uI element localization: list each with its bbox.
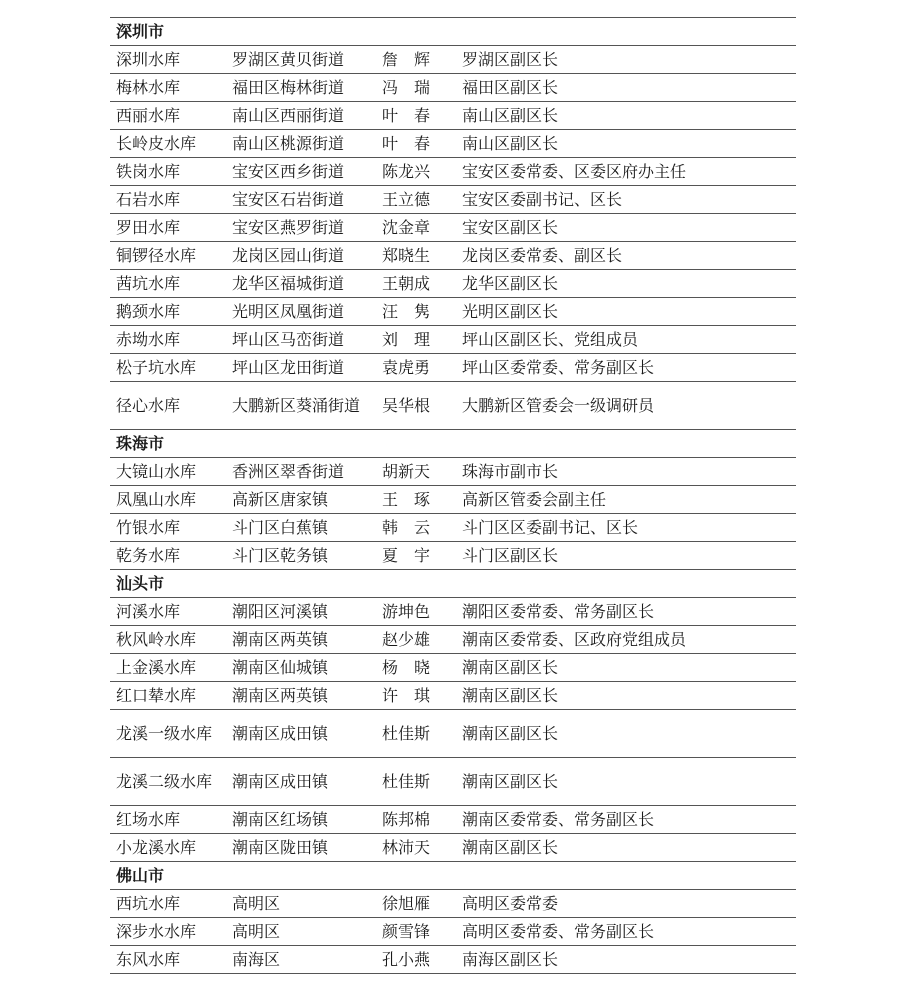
reservoir-name-cell: 东风水库 (116, 949, 181, 969)
reservoir-name-cell: 上金溪水库 (116, 657, 197, 677)
table-row (110, 486, 796, 514)
table-row (110, 946, 796, 974)
reservoir-name-cell: 径心水库 (116, 395, 181, 415)
reservoir-name-cell: 石岩水库 (116, 189, 181, 209)
table-row (110, 214, 796, 242)
table-row (110, 806, 796, 834)
position-cell: 潮南区副区长 (462, 771, 559, 791)
responsible-person-cell: 沈金章 (382, 217, 431, 237)
position-cell: 光明区副区长 (462, 301, 559, 321)
position-cell: 龙华区副区长 (462, 273, 559, 293)
city-header-row (110, 18, 796, 46)
position-cell: 坪山区委常委、常务副区长 (462, 357, 655, 377)
reservoir-name-cell: 深圳水库 (116, 49, 181, 69)
responsible-person-cell: 孔小燕 (382, 949, 431, 969)
location-cell: 潮南区成田镇 (232, 723, 329, 743)
reservoir-name-cell: 茜坑水库 (116, 273, 181, 293)
location-cell: 宝安区燕罗街道 (232, 217, 345, 237)
reservoir-name-cell: 铁岗水库 (116, 161, 181, 181)
reservoir-name-cell: 大镜山水库 (116, 461, 197, 481)
responsible-person-cell: 吴华根 (382, 395, 431, 415)
location-cell: 南山区桃源街道 (232, 133, 345, 153)
position-cell: 斗门区区委副书记、区长 (462, 517, 639, 537)
responsible-person-cell: 杜佳斯 (382, 771, 431, 791)
reservoir-name-cell: 梅林水库 (116, 77, 181, 97)
reservoir-name-cell: 松子坑水库 (116, 357, 197, 377)
location-cell: 福田区梅林街道 (232, 77, 345, 97)
table-row (110, 758, 796, 806)
position-cell: 高明区委常委、常务副区长 (462, 921, 655, 941)
table-row (110, 130, 796, 158)
responsible-person-cell: 杨 晓 (382, 657, 431, 677)
location-cell: 南山区西丽街道 (232, 105, 345, 125)
location-cell: 斗门区白蕉镇 (232, 517, 329, 537)
responsible-person-cell: 刘 理 (382, 329, 431, 349)
table-row (110, 270, 796, 298)
reservoir-name-cell: 罗田水库 (116, 217, 181, 237)
reservoir-name-cell: 西丽水库 (116, 105, 181, 125)
responsible-person-cell: 胡新天 (382, 461, 431, 481)
position-cell: 南山区副区长 (462, 133, 559, 153)
location-cell: 高明区 (232, 893, 281, 913)
table-row (110, 74, 796, 102)
city-name: 珠海市 (116, 433, 165, 453)
location-cell: 潮南区成田镇 (232, 771, 329, 791)
reservoir-name-cell: 鹅颈水库 (116, 301, 181, 321)
table-row (110, 514, 796, 542)
responsible-person-cell: 袁虎勇 (382, 357, 431, 377)
responsible-person-cell: 陈邦棉 (382, 809, 431, 829)
location-cell: 罗湖区黄贝街道 (232, 49, 345, 69)
responsible-person-cell: 颜雪锋 (382, 921, 431, 941)
position-cell: 潮阳区委常委、常务副区长 (462, 601, 655, 621)
reservoir-name-cell: 龙溪二级水库 (116, 771, 213, 791)
city-name: 深圳市 (116, 21, 165, 41)
table-row (110, 598, 796, 626)
reservoir-name-cell: 长岭皮水库 (116, 133, 197, 153)
responsible-person-cell: 陈龙兴 (382, 161, 431, 181)
city-name: 汕头市 (116, 573, 165, 593)
reservoir-name-cell: 赤坳水库 (116, 329, 181, 349)
position-cell: 潮南区副区长 (462, 723, 559, 743)
responsible-person-cell: 韩 云 (382, 517, 431, 537)
position-cell: 坪山区副区长、党组成员 (462, 329, 639, 349)
responsible-person-cell: 王 琢 (382, 489, 431, 509)
location-cell: 潮南区两英镇 (232, 629, 329, 649)
responsible-person-cell: 叶 春 (382, 133, 431, 153)
location-cell: 潮南区红场镇 (232, 809, 329, 829)
responsible-person-cell: 叶 春 (382, 105, 431, 125)
reservoir-name-cell: 红口辇水库 (116, 685, 197, 705)
location-cell: 高明区 (232, 921, 281, 941)
position-cell: 宝安区副区长 (462, 217, 559, 237)
position-cell: 宝安区委副书记、区长 (462, 189, 623, 209)
location-cell: 潮南区两英镇 (232, 685, 329, 705)
responsible-person-cell: 林沛天 (382, 837, 431, 857)
responsible-person-cell: 游坤色 (382, 601, 431, 621)
position-cell: 大鹏新区管委会一级调研员 (462, 395, 655, 415)
table-row (110, 654, 796, 682)
table-row (110, 382, 796, 430)
location-cell: 坪山区龙田街道 (232, 357, 345, 377)
position-cell: 潮南区副区长 (462, 657, 559, 677)
reservoir-name-cell: 河溪水库 (116, 601, 181, 621)
position-cell: 龙岗区委常委、副区长 (462, 245, 623, 265)
reservoir-responsibility-table (110, 17, 796, 974)
table-row (110, 918, 796, 946)
table-row (110, 890, 796, 918)
reservoir-name-cell: 铜锣径水库 (116, 245, 197, 265)
responsible-person-cell: 冯 瑞 (382, 77, 431, 97)
position-cell: 潮南区委常委、区政府党组成员 (462, 629, 687, 649)
reservoir-name-cell: 深步水水库 (116, 921, 197, 941)
location-cell: 香洲区翠香街道 (232, 461, 345, 481)
table (110, 17, 796, 974)
responsible-person-cell: 郑晓生 (382, 245, 431, 265)
position-cell: 潮南区副区长 (462, 685, 559, 705)
table-row (110, 834, 796, 862)
position-cell: 福田区副区长 (462, 77, 559, 97)
position-cell: 珠海市副市长 (462, 461, 559, 481)
responsible-person-cell: 王立德 (382, 189, 431, 209)
location-cell: 高新区唐家镇 (232, 489, 329, 509)
table-row (110, 542, 796, 570)
reservoir-name-cell: 西坑水库 (116, 893, 181, 913)
position-cell: 南山区副区长 (462, 105, 559, 125)
position-cell: 高新区管委会副主任 (462, 489, 607, 509)
reservoir-name-cell: 乾务水库 (116, 545, 181, 565)
city-header-row (110, 430, 796, 458)
location-cell: 坪山区马峦街道 (232, 329, 345, 349)
position-cell: 罗湖区副区长 (462, 49, 559, 69)
reservoir-name-cell: 红场水库 (116, 809, 181, 829)
table-row (110, 46, 796, 74)
table-row (110, 710, 796, 758)
location-cell: 大鹏新区葵涌街道 (232, 395, 361, 415)
position-cell: 潮南区委常委、常务副区长 (462, 809, 655, 829)
position-cell: 高明区委常委 (462, 893, 559, 913)
location-cell: 潮阳区河溪镇 (232, 601, 329, 621)
table-row (110, 458, 796, 486)
table-row (110, 158, 796, 186)
city-header-row (110, 862, 796, 890)
location-cell: 宝安区西乡街道 (232, 161, 345, 181)
table-row (110, 326, 796, 354)
location-cell: 潮南区陇田镇 (232, 837, 329, 857)
location-cell: 南海区 (232, 949, 281, 969)
table-row (110, 242, 796, 270)
reservoir-name-cell: 龙溪一级水库 (116, 723, 213, 743)
responsible-person-cell: 许 琪 (382, 685, 431, 705)
table-row (110, 102, 796, 130)
position-cell: 斗门区副区长 (462, 545, 559, 565)
position-cell: 潮南区副区长 (462, 837, 559, 857)
table-row (110, 682, 796, 710)
location-cell: 龙岗区园山街道 (232, 245, 345, 265)
responsible-person-cell: 詹 辉 (382, 49, 431, 69)
table-row (110, 626, 796, 654)
location-cell: 斗门区乾务镇 (232, 545, 329, 565)
location-cell: 龙华区福城街道 (232, 273, 345, 293)
responsible-person-cell: 王朝成 (382, 273, 431, 293)
reservoir-name-cell: 竹银水库 (116, 517, 181, 537)
responsible-person-cell: 赵少雄 (382, 629, 431, 649)
position-cell: 宝安区委常委、区委区府办主任 (462, 161, 687, 181)
table-row (110, 354, 796, 382)
responsible-person-cell: 杜佳斯 (382, 723, 431, 743)
location-cell: 宝安区石岩街道 (232, 189, 345, 209)
table-body (110, 18, 796, 974)
reservoir-name-cell: 凤凰山水库 (116, 489, 197, 509)
reservoir-name-cell: 小龙溪水库 (116, 837, 197, 857)
reservoir-name-cell: 秋风岭水库 (116, 629, 197, 649)
position-cell: 南海区副区长 (462, 949, 559, 969)
city-header-row (110, 570, 796, 598)
location-cell: 光明区凤凰街道 (232, 301, 345, 321)
location-cell: 潮南区仙城镇 (232, 657, 329, 677)
table-row (110, 186, 796, 214)
table-row (110, 298, 796, 326)
responsible-person-cell: 夏 宇 (382, 545, 431, 565)
city-name: 佛山市 (116, 865, 165, 885)
responsible-person-cell: 汪 隽 (382, 301, 431, 321)
responsible-person-cell: 徐旭雁 (382, 893, 431, 913)
